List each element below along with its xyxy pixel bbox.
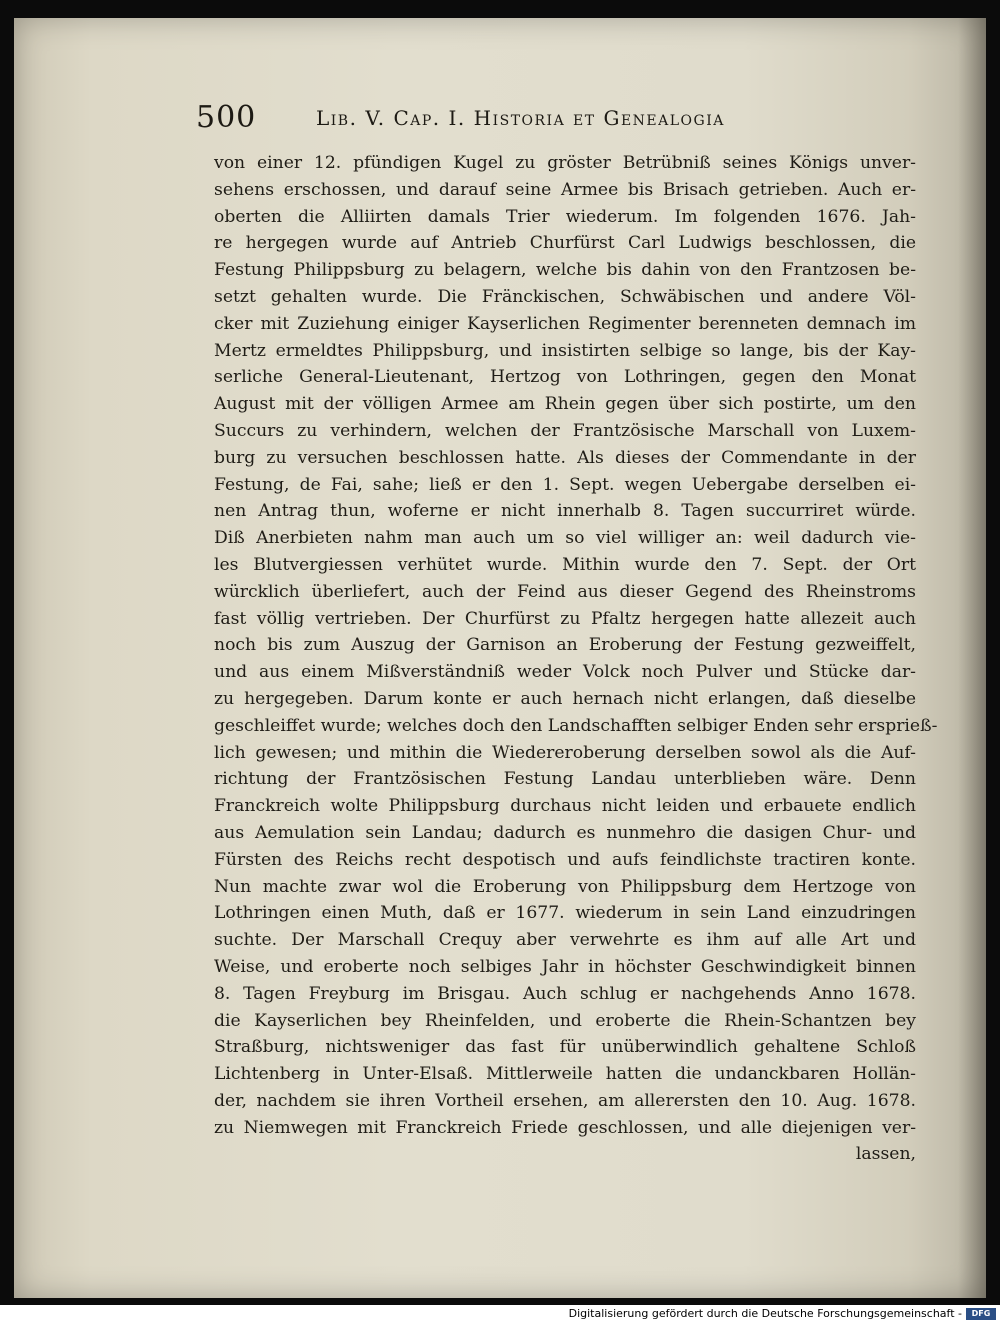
text-line: zu Niemwegen mit Franckreich Friede geschlossen, und alle diejenigen ver- — [214, 1117, 916, 1138]
text-line: sehens erschossen, und darauf seine Armee bis Brisach getrieben. Auch er- — [214, 179, 916, 200]
text-line: zu hergegeben. Darum konte er auch hernach nicht erlangen, daß dieselbe — [214, 688, 916, 709]
text-line: Nun machte zwar wol die Eroberung von Philippsburg dem Hertzoge von — [214, 876, 916, 897]
text-line: Festung Philippsburg zu belagern, welche bis dahin von den Frantzosen be- — [214, 260, 916, 281]
text-line: Mertz ermeldtes Philippsburg, und insistirten selbige so lange, bis der Kay- — [214, 340, 916, 361]
text-line: August mit der völligen Armee am Rhein gegen über sich postirte, um den — [214, 394, 916, 415]
text-line: nen Antrag thun, woferne er nicht innerhalb 8. Tagen succurriret würde. — [214, 501, 916, 522]
text-line: richtung der Frantzösischen Festung Landau unterblieben wäre. Denn — [214, 769, 916, 790]
text-line: les Blutvergiessen verhütet wurde. Mithin wurde den 7. Sept. der Ort — [214, 554, 916, 575]
dfg-logo: DFG — [966, 1308, 996, 1320]
text-line: der, nachdem sie ihren Vortheil ersehen, am allerersten den 10. Aug. 1678. — [214, 1090, 916, 1111]
text-line: Festung, de Fai, sahe; ließ er den 1. Sept. wegen Uebergabe derselben ei- — [214, 474, 916, 495]
digitization-credit: Digitalisierung gefördert durch die Deutsche Forschungsgemeinschaft - — [568, 1307, 962, 1320]
text-line: setzt gehalten wurde. Die Fränckischen, Schwäbischen und andere Völ- — [214, 286, 916, 307]
text-line: Lothringen einen Muth, daß er 1677. wiederum in sein Land einzudringen — [214, 903, 916, 924]
text-line: lich gewesen; und mithin die Wiedereroberung derselben sowol als die Auf- — [214, 742, 916, 763]
text-line: oberten die Alliirten damals Trier wiederum. Im folgenden 1676. Jah- — [214, 206, 916, 227]
text-line: Weise, und eroberte noch selbiges Jahr in höchster Geschwindigkeit binnen — [214, 956, 916, 977]
text-line: aus Aemulation sein Landau; dadurch es nunmehro die dasigen Chur- und — [214, 822, 916, 843]
text-line: und aus einem Mißverständniß weder Volck noch Pulver und Stücke dar- — [214, 662, 916, 683]
text-line: re hergegen wurde auf Antrieb Churfürst Carl Ludwigs beschlossen, die — [214, 233, 916, 254]
text-line: 8. Tagen Freyburg im Brisgau. Auch schlug er nachgehends Anno 1678. — [214, 983, 916, 1004]
text-line: suchte. Der Marschall Crequy aber verwehrte es ihm auf alle Art und — [214, 930, 916, 951]
page-header — [196, 100, 816, 140]
text-line: geschleiffet wurde; welches doch den Landschafften selbiger Enden sehr ersprieß- — [214, 715, 938, 736]
text-line: fast völlig vertrieben. Der Churfürst zu Pfaltz hergegen hatte allezeit auch — [214, 608, 916, 629]
text-line: würcklich überliefert, auch der Feind aus dieser Gegend des Rheinstroms — [214, 581, 916, 602]
text-line: burg zu versuchen beschlossen hatte. Als dieses der Commendante in der — [214, 447, 916, 468]
text-line: Franckreich wolte Philippsburg durchaus nicht leiden und erbauete endlich — [214, 796, 916, 817]
text-line: Lichtenberg in Unter-Elsaß. Mittlerweile hatten die undanckbaren Hollän- — [214, 1064, 916, 1085]
text-line: lassen, — [855, 1144, 916, 1165]
text-line: Straßburg, nichtsweniger das fast für unüberwindlich gehaltene Schloß — [214, 1037, 916, 1058]
text-line: serliche General-Lieutenant, Hertzog von Lothringen, gegen den Monat — [214, 367, 916, 388]
text-line: von einer 12. pfündigen Kugel zu gröster Betrübniß seines Königs unver- — [214, 153, 916, 173]
text-line: Succurs zu verhindern, welchen der Frantzösische Marschall von Luxem- — [214, 420, 916, 441]
page-number: 500 — [196, 100, 257, 135]
running-head: Lib. V. Cap. I. Historia et Genealogia — [316, 106, 725, 130]
text-line: die Kayserlichen bey Rheinfelden, und eroberte die Rhein-Schantzen bey — [214, 1010, 916, 1031]
footer-bar — [0, 1305, 1000, 1323]
text-line: noch bis zum Auszug der Garnison an Eroberung der Festung gezweiffelt, — [214, 635, 916, 656]
text-line: Fürsten des Reichs recht despotisch und aufs feindlichste tractiren konte. — [214, 849, 916, 870]
text-line: Diß Anerbieten nahm man auch um so viel williger an: weil dadurch vie- — [214, 528, 916, 549]
body-text — [214, 150, 938, 1168]
text-line: cker mit Zuziehung einiger Kayserlichen Regimenter berenneten demnach im — [214, 313, 916, 334]
